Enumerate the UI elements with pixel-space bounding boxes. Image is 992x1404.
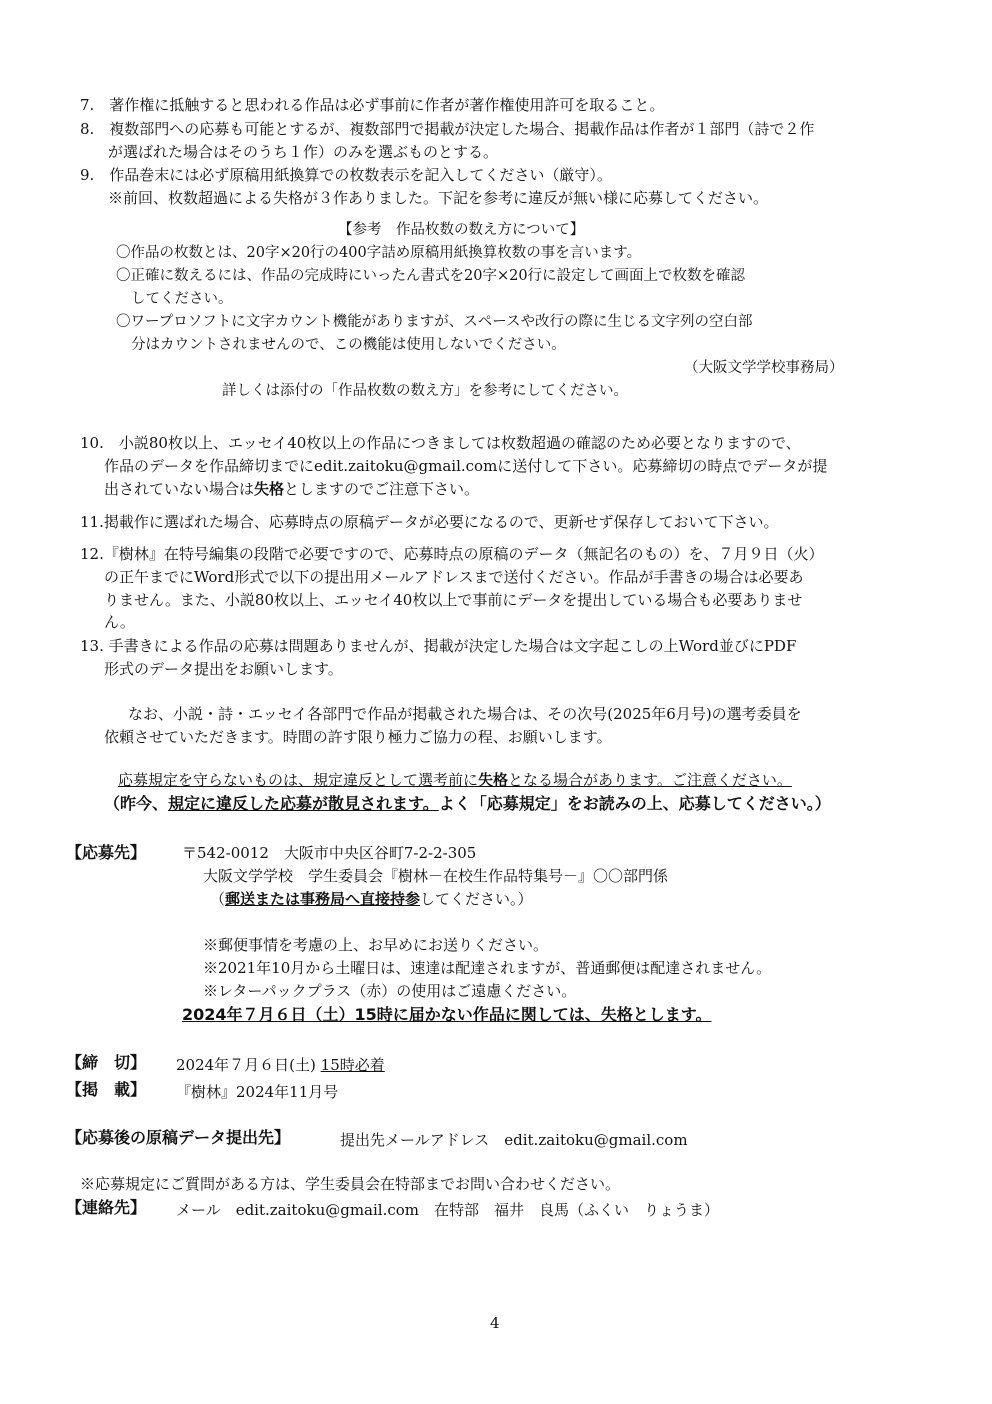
page-number: 4 (490, 1314, 500, 1332)
notice-line2: 依頼させていただきます。時間の許す限り極力ご協力の程、お願いします。 (104, 728, 612, 746)
submission-label: 【応募先】 (66, 843, 147, 862)
item-8-line1: 8. 複数部門への応募も可能とするが、複数部門で掲載が決定した場合、掲載作品は作者が１部門（詩で２作 (80, 120, 815, 138)
postal-note-2: ※2021年10月から土曜日は、速達は配達されますが、普通郵便は配達されません。 (203, 959, 772, 977)
submission-method: （郵送または事務局へ直接持参してください。） (210, 890, 533, 908)
postal-note-3: ※レターパックプラス（赤）の使用はご遠慮ください。 (203, 982, 577, 1000)
rules-warning: 応募規定を守らないものは、規定違反として選考前に失格となる場合があります。ご注意ください。 (118, 771, 792, 789)
item-7: 7. 著作権に抵触すると思われる作品は必ず事前に作者が著作権使用許可を取ること。 (80, 96, 665, 114)
item-8-line2: が選ばれた場合はそのうち１作）のみを選ぶものとする。 (108, 143, 499, 161)
reference-point-2-line1: 〇正確に数えるには、作品の完成時にいったん書式を20字×20行に設定して画面上で枚数を確認 (116, 268, 746, 284)
item-9-line2: ※前回、枚数超過による失格が３作ありました。下記を参考に違反が無い様に応募してください。 (108, 189, 769, 207)
item-12-line1: 12.『樹林』在特号編集の段階で必要ですので、応募時点の原稿のデータ（無記名のもの）を、７月９日（火） (80, 545, 824, 563)
submission-recipient: 大阪文学学校 学生委員会『樹林－在校生作品特集号－』〇〇部門係 (203, 867, 669, 885)
item-12-line3: りません。また、小説80枚以上、エッセイ40枚以上で事前にデータを提出している場合も必要ありませ (104, 591, 803, 609)
item-11: 11.掲載作に選ばれた場合、応募時点の原稿データが必要になるので、更新せず保存しておいて下さい。 (80, 513, 779, 531)
notice-line1: なお、小説・詩・エッセイ各部門で作品が掲載された場合は、その次号(2025年6月号)の選考委員を (128, 705, 802, 723)
data-submit-value: 提出先メールアドレス edit.zaitoku@gmail.com (340, 1131, 688, 1149)
postal-note-1: ※郵便事情を考慮の上、お早めにお送りください。 (203, 936, 549, 954)
reference-note: 詳しくは添付の「作品枚数の数え方」を参考にしてください。 (222, 383, 628, 399)
item-12-line4: ん。 (104, 613, 135, 631)
item-13-line2: 形式のデータ提出をお願いします。 (104, 660, 343, 678)
contact-value: メール edit.zaitoku@gmail.com 在特部 福井 良馬（ふくい りょうま） (176, 1201, 720, 1219)
submission-address: 〒542-0012 大阪市中央区谷町7-2-2-305 (182, 844, 477, 862)
item-9-line1: 9. 作品巻末には必ず原稿用紙換算での枚数表示を記入してください（厳守）。 (80, 166, 612, 184)
publication-value: 『樹林』2024年11月号 (176, 1083, 339, 1101)
item-12-line2: の正午までにWord形式で以下の提出用メールアドレスまで送付ください。作品が手書きの場合は必要あ (104, 568, 804, 586)
publication-label: 【掲 載】 (66, 1080, 147, 1099)
data-submit-label: 【応募後の原稿データ提出先】 (66, 1128, 291, 1147)
reference-point-2-line2: してください。 (131, 291, 233, 307)
item-10-line1: 10. 小説80枚以上、エッセイ40枚以上の作品につきましては枚数超過の確認のため必要となりますので、 (80, 434, 801, 452)
reference-point-3-line1: 〇ワープロソフトに文字カウント機能がありますが、スペースや改行の際に生じる文字列の空白部 (116, 314, 753, 330)
reference-title: 【参考 作品枚数の数え方について】 (338, 222, 585, 238)
item-10-line2: 作品のデータを作品締切までにedit.zaitoku@gmail.comに送付して下さい。応募締切の時点でデータが提 (104, 457, 828, 475)
reference-point-3-line2: 分はカウントされませんので、この機能は使用しないでください。 (131, 337, 566, 353)
inquiry-note: ※応募規定にご質問がある方は、学生委員会在特部までお問い合わせください。 (80, 1175, 621, 1193)
reference-source: （大阪文学学校事務局） (684, 360, 844, 376)
reference-point-1: 〇作品の枚数とは、20字×20行の400字詰め原稿用紙換算枚数の事を言います。 (116, 245, 642, 261)
rules-bold-notice: （昨今、規定に違反した応募が散見されます。よく「応募規定」をお読みの上、応募してください。） (104, 794, 831, 813)
deadline-value: 2024年７月６日(土) 15時必着 (176, 1056, 385, 1074)
deadline-label: 【締 切】 (66, 1053, 147, 1072)
contact-label: 【連絡先】 (66, 1198, 147, 1217)
item-10-line3: 出されていない場合は失格としますのでご注意下さい。 (104, 480, 480, 498)
item-13-line1: 13. 手書きによる作品の応募は問題ありませんが、掲載が決定した場合は文字起こしの上Word並びにPDF (80, 637, 797, 655)
deadline-warning: 2024年７月６日（土）15時に届かない作品に関しては、失格とします。 (182, 1005, 712, 1024)
disqualify-text: 失格 (254, 480, 285, 498)
